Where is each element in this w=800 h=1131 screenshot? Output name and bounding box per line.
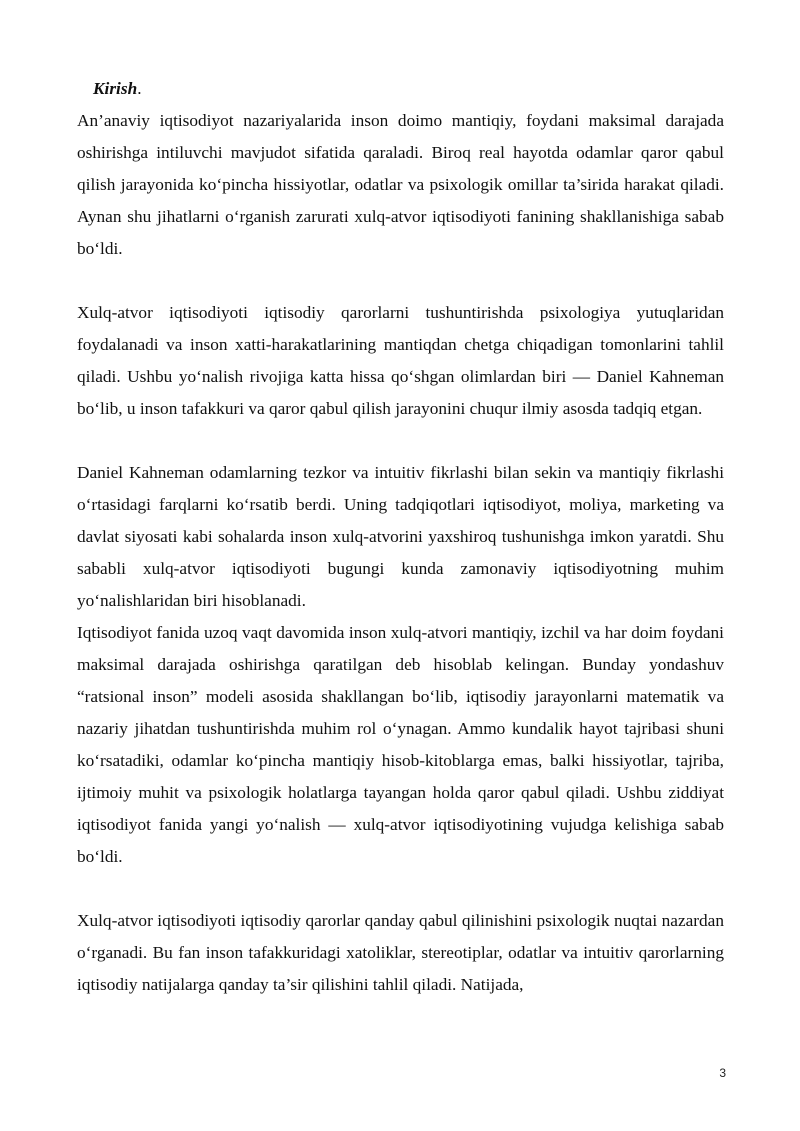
paragraph-1: An’anaviy iqtisodiyot nazariyalarida inson doimo mantiqiy, foydani maksimal darajada oshirishga intiluvchi mavjudot sifatida qaraladi. Biroq real hayotda odamlar qaror qabul qilish jarayonida ko‘pincha hissiyotlar, odatlar va psixologik omillar ta’sirida harakat qiladi. Aynan shu jihatlarni o‘rganish zarurati xulq-atvor iqtisodiyoti fanining shakllanishiga sabab bo‘ldi.: [77, 111, 724, 258]
paragraph-5: Xulq-atvor iqtisodiyoti iqtisodiy qarorlar qanday qabul qilinishini psixologik nuqtai nazardan o‘rganadi. Bu fan inson tafakkuridagi xatoliklar, stereotiplar, odatlar va intuitiv qarorlarning iqtisodiy natijalarga qanday ta’sir qilishini tahlil qiladi. Natijada,: [77, 911, 724, 994]
paragraph-2: Xulq-atvor iqtisodiyoti iqtisodiy qarorlarni tushuntirishda psixologiya yutuqlaridan foydalanadi va inson xatti-harakatlarining mantiqdan chetga chiqadigan tomonlarini tahlil qiladi. Ushbu yo‘nalish rivojiga katta hissa qo‘shgan olimlardan biri — Daniel Kahneman bo‘lib, u inson tafakkuri va qaror qabul qilish jarayonini chuqur ilmiy asosda tadqiq etgan.: [77, 303, 724, 418]
page-number: 3: [719, 1066, 726, 1080]
section-heading-suffix: .: [137, 79, 142, 98]
section-heading-text: Kirish: [93, 79, 138, 98]
section-heading: [77, 73, 724, 105]
paragraph-4: Iqtisodiyot fanida uzoq vaqt davomida inson xulq-atvori mantiqiy, izchil va har doim foydani maksimal darajada oshirishga qaratilgan deb hisoblab kelingan. Bunday yondashuv “ratsional inson” modeli asosida shakllangan bo‘lib, iqtisodiy jarayonlarni matematik va nazariy jihatdan tushuntirishda muhim rol o‘ynagan. Ammo kundalik hayot tajribasi shuni ko‘rsatadiki, odamlar ko‘pincha mantiqiy hisob-kitoblarga emas, balki hissiyotlar, tajriba, ijtimoiy muhit va psixologik holatlarga tayangan holda qaror qabul qiladi. Ushbu ziddiyat iqtisodiyot fanida yangi yo‘nalish — xulq-atvor iqtisodiyotining vujudga kelishiga sabab bo‘ldi.: [77, 623, 724, 866]
paragraph-3: Daniel Kahneman odamlarning tezkor va intuitiv fikrlashi bilan sekin va mantiqiy fikrlashi o‘rtasidagi farqlarni ko‘rsatib berdi. Uning tadqiqotlari iqtisodiyot, moliya, marketing va davlat siyosati kabi sohalarda inson xulq-atvorini yaxshiroq tushunishga imkon yaratdi. Shu sababli xulq-atvor iqtisodiyoti bugungi kunda zamonaviy iqtisodiyotning muhim yo‘nalishlaridan biri hisoblanadi.: [77, 463, 724, 610]
page-content: [77, 73, 724, 1001]
